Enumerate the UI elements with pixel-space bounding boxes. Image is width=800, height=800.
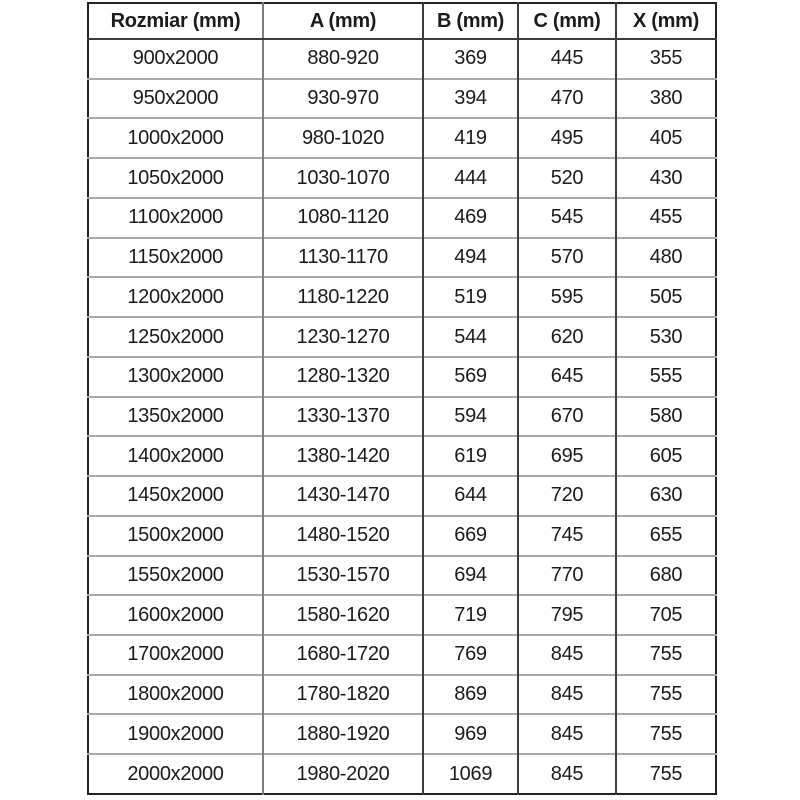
table-cell: 519	[423, 277, 518, 317]
table-row	[88, 595, 716, 635]
table-row	[88, 754, 716, 794]
table-cell: 495	[518, 118, 616, 158]
table-cell: 705	[616, 595, 716, 635]
table-cell: 845	[518, 754, 616, 794]
table-cell: 1530-1570	[263, 556, 423, 596]
table-cell: 419	[423, 118, 518, 158]
size-table	[87, 2, 717, 795]
table-cell: 630	[616, 476, 716, 516]
table-cell: 755	[616, 635, 716, 675]
table-cell: 594	[423, 397, 518, 437]
table-cell: 1130-1170	[263, 238, 423, 278]
table-row	[88, 556, 716, 596]
table-row	[88, 39, 716, 79]
table-cell: 620	[518, 317, 616, 357]
table-cell: 644	[423, 476, 518, 516]
table-cell: 394	[423, 79, 518, 119]
table-cell: 1500x2000	[88, 516, 263, 556]
table-cell: 469	[423, 198, 518, 238]
table-cell: 1000x2000	[88, 118, 263, 158]
table-cell: 755	[616, 675, 716, 715]
header-cell-b: B (mm)	[423, 3, 518, 39]
table-cell: 795	[518, 595, 616, 635]
table-cell: 845	[518, 675, 616, 715]
table-cell: 720	[518, 476, 616, 516]
table-cell: 470	[518, 79, 616, 119]
table-cell: 1080-1120	[263, 198, 423, 238]
table-cell: 530	[616, 317, 716, 357]
table-cell: 845	[518, 635, 616, 675]
table-cell: 580	[616, 397, 716, 437]
table-cell: 1880-1920	[263, 714, 423, 754]
table-cell: 1350x2000	[88, 397, 263, 437]
table-cell: 1450x2000	[88, 476, 263, 516]
table-cell: 355	[616, 39, 716, 79]
table-cell: 544	[423, 317, 518, 357]
table-row	[88, 476, 716, 516]
table-row	[88, 635, 716, 675]
table-row	[88, 436, 716, 476]
table-cell: 1250x2000	[88, 317, 263, 357]
size-table-body	[88, 39, 716, 794]
table-cell: 1180-1220	[263, 277, 423, 317]
table-row	[88, 397, 716, 437]
table-cell: 645	[518, 357, 616, 397]
table-cell: 719	[423, 595, 518, 635]
size-table-container	[87, 2, 715, 795]
table-cell: 869	[423, 675, 518, 715]
table-cell: 2000x2000	[88, 754, 263, 794]
table-cell: 1330-1370	[263, 397, 423, 437]
table-cell: 930-970	[263, 79, 423, 119]
table-cell: 1380-1420	[263, 436, 423, 476]
table-cell: 1980-2020	[263, 754, 423, 794]
table-row	[88, 714, 716, 754]
table-cell: 1230-1270	[263, 317, 423, 357]
table-row	[88, 675, 716, 715]
table-cell: 1550x2000	[88, 556, 263, 596]
table-cell: 1600x2000	[88, 595, 263, 635]
table-cell: 570	[518, 238, 616, 278]
table-cell: 595	[518, 277, 616, 317]
table-cell: 755	[616, 754, 716, 794]
table-cell: 1680-1720	[263, 635, 423, 675]
table-cell: 950x2000	[88, 79, 263, 119]
table-cell: 755	[616, 714, 716, 754]
table-cell: 494	[423, 238, 518, 278]
table-cell: 619	[423, 436, 518, 476]
table-cell: 969	[423, 714, 518, 754]
table-cell: 605	[616, 436, 716, 476]
table-cell: 770	[518, 556, 616, 596]
table-cell: 745	[518, 516, 616, 556]
table-row	[88, 238, 716, 278]
table-cell: 1280-1320	[263, 357, 423, 397]
table-row	[88, 198, 716, 238]
table-row	[88, 516, 716, 556]
table-cell: 444	[423, 158, 518, 198]
table-cell: 1100x2000	[88, 198, 263, 238]
table-cell: 669	[423, 516, 518, 556]
table-cell: 694	[423, 556, 518, 596]
table-cell: 1780-1820	[263, 675, 423, 715]
table-cell: 655	[616, 516, 716, 556]
table-cell: 1430-1470	[263, 476, 423, 516]
header-cell-x: X (mm)	[616, 3, 716, 39]
table-row	[88, 357, 716, 397]
table-cell: 1400x2000	[88, 436, 263, 476]
table-cell: 405	[616, 118, 716, 158]
table-cell: 545	[518, 198, 616, 238]
table-row	[88, 317, 716, 357]
table-cell: 880-920	[263, 39, 423, 79]
table-cell: 1200x2000	[88, 277, 263, 317]
header-cell-rozmiar: Rozmiar (mm)	[88, 3, 263, 39]
table-cell: 520	[518, 158, 616, 198]
table-cell: 1069	[423, 754, 518, 794]
table-cell: 980-1020	[263, 118, 423, 158]
table-cell: 380	[616, 79, 716, 119]
table-cell: 1150x2000	[88, 238, 263, 278]
header-row	[88, 3, 716, 39]
table-cell: 480	[616, 238, 716, 278]
header-cell-a: A (mm)	[263, 3, 423, 39]
table-row	[88, 158, 716, 198]
table-cell: 430	[616, 158, 716, 198]
table-cell: 369	[423, 39, 518, 79]
table-cell: 670	[518, 397, 616, 437]
table-cell: 555	[616, 357, 716, 397]
table-row	[88, 79, 716, 119]
size-table-header	[88, 3, 716, 39]
table-cell: 455	[616, 198, 716, 238]
table-cell: 1030-1070	[263, 158, 423, 198]
table-cell: 1480-1520	[263, 516, 423, 556]
table-cell: 1580-1620	[263, 595, 423, 635]
header-cell-c: C (mm)	[518, 3, 616, 39]
table-cell: 845	[518, 714, 616, 754]
table-cell: 900x2000	[132, 47, 219, 70]
table-row	[88, 277, 716, 317]
table-cell: 1700x2000	[88, 635, 263, 675]
table-cell: 445	[518, 39, 616, 79]
table-cell: 680	[616, 556, 716, 596]
table-cell: 695	[518, 436, 616, 476]
table-row	[88, 118, 716, 158]
table-cell: 1050x2000	[88, 158, 263, 198]
table-cell: 505	[616, 277, 716, 317]
table-cell: 1300x2000	[88, 357, 263, 397]
table-cell: 1800x2000	[88, 675, 263, 715]
table-cell: 569	[423, 357, 518, 397]
table-cell: 769	[423, 635, 518, 675]
table-cell: 1900x2000	[88, 714, 263, 754]
